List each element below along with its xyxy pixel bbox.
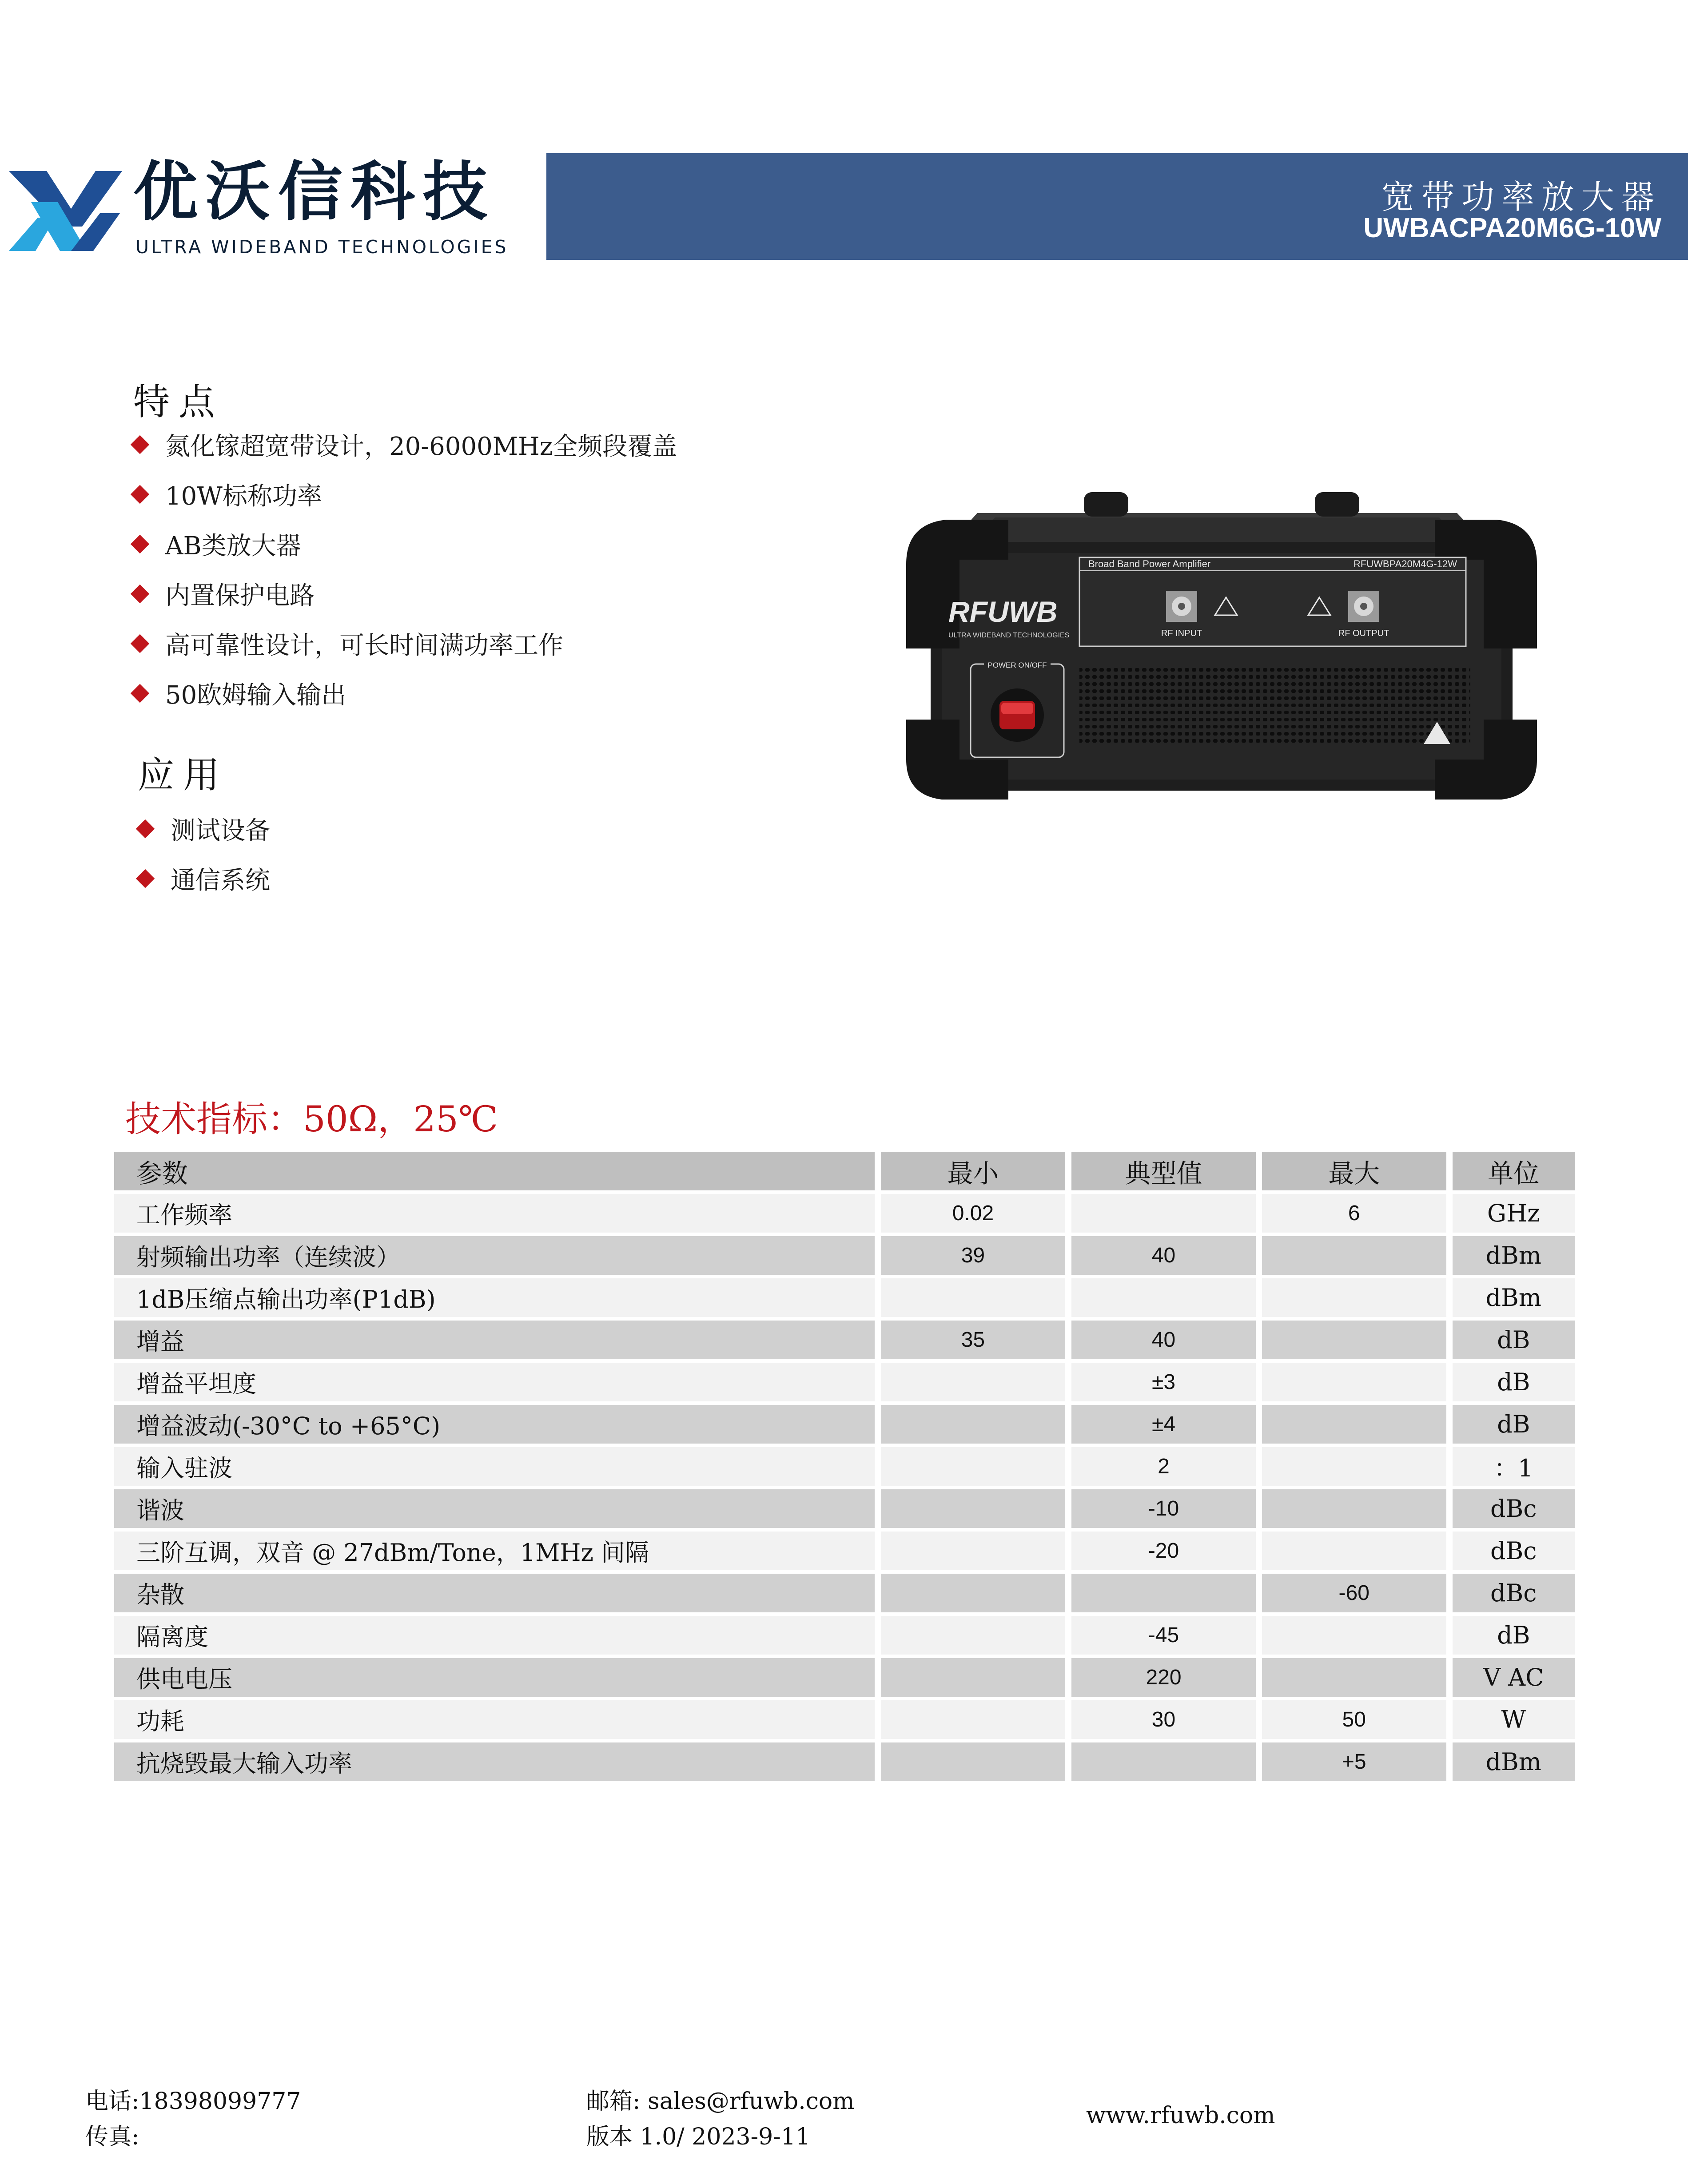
cell-min — [881, 1742, 1065, 1781]
cell-param: 1dB压缩点输出功率(P1dB) — [114, 1278, 875, 1317]
cell-unit: dBm — [1453, 1742, 1575, 1781]
table-row — [114, 1700, 1575, 1739]
cell-typ — [1071, 1278, 1256, 1317]
cell-typ: 40 — [1071, 1236, 1256, 1275]
table-row — [114, 1447, 1575, 1486]
cell-typ: 40 — [1071, 1321, 1256, 1359]
col-header-param: 参数 — [114, 1152, 875, 1190]
footer-version: 版本 1.0/ 2023-9-11 — [586, 2124, 811, 2150]
footer-email: 邮箱: sales@rfuwb.com — [586, 2088, 855, 2115]
cell-max: 6 — [1262, 1194, 1446, 1233]
brand-name: 优沃信科技 — [133, 155, 495, 230]
svg-text:RF OUTPUT: RF OUTPUT — [1338, 629, 1389, 638]
svg-text:RF INPUT: RF INPUT — [1161, 629, 1202, 638]
svg-text:RFUWBPA20M4G-12W: RFUWBPA20M4G-12W — [1353, 558, 1457, 569]
cell-unit: dBc — [1453, 1532, 1575, 1570]
cell-min: 39 — [881, 1236, 1065, 1275]
spec-table — [108, 1148, 1581, 1785]
cell-unit: dB — [1453, 1405, 1575, 1444]
table-row — [114, 1321, 1575, 1359]
cell-max — [1262, 1405, 1446, 1444]
list-item: 通信系统 — [139, 854, 270, 903]
cell-unit: dB — [1453, 1363, 1575, 1401]
cell-max — [1262, 1616, 1446, 1655]
svg-text:ULTRA WIDEBAND TECHNOLOGIES: ULTRA WIDEBAND TECHNOLOGIES — [948, 632, 1070, 639]
applications-title: 应用 — [138, 754, 229, 796]
cell-param: 增益 — [114, 1321, 875, 1359]
cell-typ: -20 — [1071, 1532, 1256, 1570]
features-title: 特点 — [133, 381, 224, 423]
cell-max: +5 — [1262, 1742, 1446, 1781]
cell-max — [1262, 1447, 1446, 1486]
cell-unit: V AC — [1453, 1658, 1575, 1697]
cell-unit: dB — [1453, 1616, 1575, 1655]
cell-param: 增益波动(-30°C to +65°C) — [114, 1405, 875, 1444]
cell-min — [881, 1405, 1065, 1444]
cell-typ — [1071, 1194, 1256, 1233]
list-item: 内置保护电路 — [133, 569, 677, 619]
product-type: 宽带功率放大器 — [1381, 178, 1661, 216]
table-row — [114, 1616, 1575, 1655]
table-row — [114, 1405, 1575, 1444]
table-row — [114, 1194, 1575, 1233]
cell-min — [881, 1616, 1065, 1655]
cell-param: 供电电压 — [114, 1658, 875, 1697]
features-list — [133, 420, 677, 718]
bullet-diamond-icon — [131, 535, 149, 553]
table-row — [114, 1532, 1575, 1570]
bullet-diamond-icon — [131, 485, 149, 504]
cell-max — [1262, 1321, 1446, 1359]
cell-unit: GHz — [1453, 1194, 1575, 1233]
company-logo — [4, 160, 124, 262]
bullet-diamond-icon — [131, 435, 149, 454]
bullet-diamond-icon — [136, 869, 155, 888]
footer-website: www.rfuwb.com — [1086, 2102, 1275, 2129]
cell-param: 功耗 — [114, 1700, 875, 1739]
cell-min: 0.02 — [881, 1194, 1065, 1233]
col-header-unit: 单位 — [1453, 1152, 1575, 1190]
product-photo — [906, 489, 1537, 800]
cell-typ: 2 — [1071, 1447, 1256, 1486]
cell-min — [881, 1532, 1065, 1570]
cell-typ: ±3 — [1071, 1363, 1256, 1401]
cell-min — [881, 1574, 1065, 1612]
cell-min — [881, 1489, 1065, 1528]
cell-param: 杂散 — [114, 1574, 875, 1612]
cell-typ: ±4 — [1071, 1405, 1256, 1444]
table-row — [114, 1658, 1575, 1697]
table-row — [114, 1489, 1575, 1528]
list-item: 50欧姆输入输出 — [133, 668, 677, 718]
cell-typ: -45 — [1071, 1616, 1256, 1655]
cell-unit: dBc — [1453, 1489, 1575, 1528]
cell-max: -60 — [1262, 1574, 1446, 1612]
cell-unit: dBm — [1453, 1278, 1575, 1317]
col-header-min: 最小 — [881, 1152, 1065, 1190]
cell-max: 50 — [1262, 1700, 1446, 1739]
bullet-diamond-icon — [131, 634, 149, 653]
cell-max — [1262, 1278, 1446, 1317]
cell-param: 增益平坦度 — [114, 1363, 875, 1401]
cell-max — [1262, 1236, 1446, 1275]
cell-param: 隔离度 — [114, 1616, 875, 1655]
brand-tagline: ULTRA WIDEBAND TECHNOLOGIES — [135, 236, 509, 258]
cell-typ: 220 — [1071, 1658, 1256, 1697]
list-item: AB类放大器 — [133, 519, 677, 569]
cell-unit: dB — [1453, 1321, 1575, 1359]
svg-text:POWER ON/OFF: POWER ON/OFF — [987, 661, 1047, 669]
cell-unit: ：1 — [1453, 1447, 1575, 1486]
footer-phone: 电话:18398099777 — [85, 2088, 301, 2115]
col-header-max: 最大 — [1262, 1152, 1446, 1190]
applications-list — [139, 804, 270, 903]
cell-min: 35 — [881, 1321, 1065, 1359]
bullet-diamond-icon — [131, 684, 149, 703]
table-row — [114, 1278, 1575, 1317]
cell-min — [881, 1658, 1065, 1697]
spec-title: 技术指标：50Ω，25℃ — [125, 1098, 498, 1140]
cell-param: 工作频率 — [114, 1194, 875, 1233]
cell-param: 谐波 — [114, 1489, 875, 1528]
cell-min — [881, 1447, 1065, 1486]
cell-max — [1262, 1489, 1446, 1528]
table-row — [114, 1363, 1575, 1401]
list-item: 测试设备 — [139, 804, 270, 854]
table-header-row — [114, 1152, 1575, 1190]
footer-fax: 传真: — [85, 2124, 139, 2150]
cell-max — [1262, 1363, 1446, 1401]
cell-unit: W — [1453, 1700, 1575, 1739]
table-row — [114, 1742, 1575, 1781]
cell-typ: -10 — [1071, 1489, 1256, 1528]
cell-min — [881, 1363, 1065, 1401]
svg-text:Broad Band Power Amplifier: Broad Band Power Amplifier — [1088, 558, 1211, 569]
svg-text:RFUWB: RFUWB — [948, 595, 1058, 628]
cell-unit: dBc — [1453, 1574, 1575, 1612]
list-item: 氮化镓超宽带设计，20-6000MHz全频段覆盖 — [133, 420, 677, 469]
cell-typ: 30 — [1071, 1700, 1256, 1739]
list-item: 高可靠性设计，可长时间满功率工作 — [133, 619, 677, 668]
cell-param: 抗烧毁最大输入功率 — [114, 1742, 875, 1781]
product-model: UWBACPA20M6G-10W — [1363, 213, 1661, 243]
cell-max — [1262, 1532, 1446, 1570]
cell-param: 输入驻波 — [114, 1447, 875, 1486]
cell-param: 射频输出功率（连续波） — [114, 1236, 875, 1275]
bullet-diamond-icon — [131, 585, 149, 603]
cell-param: 三阶互调，双音 @ 27dBm/Tone，1MHz 间隔 — [114, 1532, 875, 1570]
col-header-typ: 典型值 — [1071, 1152, 1256, 1190]
table-row — [114, 1236, 1575, 1275]
cell-unit: dBm — [1453, 1236, 1575, 1275]
table-row — [114, 1574, 1575, 1612]
cell-typ — [1071, 1742, 1256, 1781]
list-item: 10W标称功率 — [133, 469, 677, 519]
cell-min — [881, 1700, 1065, 1739]
bullet-diamond-icon — [136, 819, 155, 838]
cell-min — [881, 1278, 1065, 1317]
cell-typ — [1071, 1574, 1256, 1612]
cell-max — [1262, 1658, 1446, 1697]
